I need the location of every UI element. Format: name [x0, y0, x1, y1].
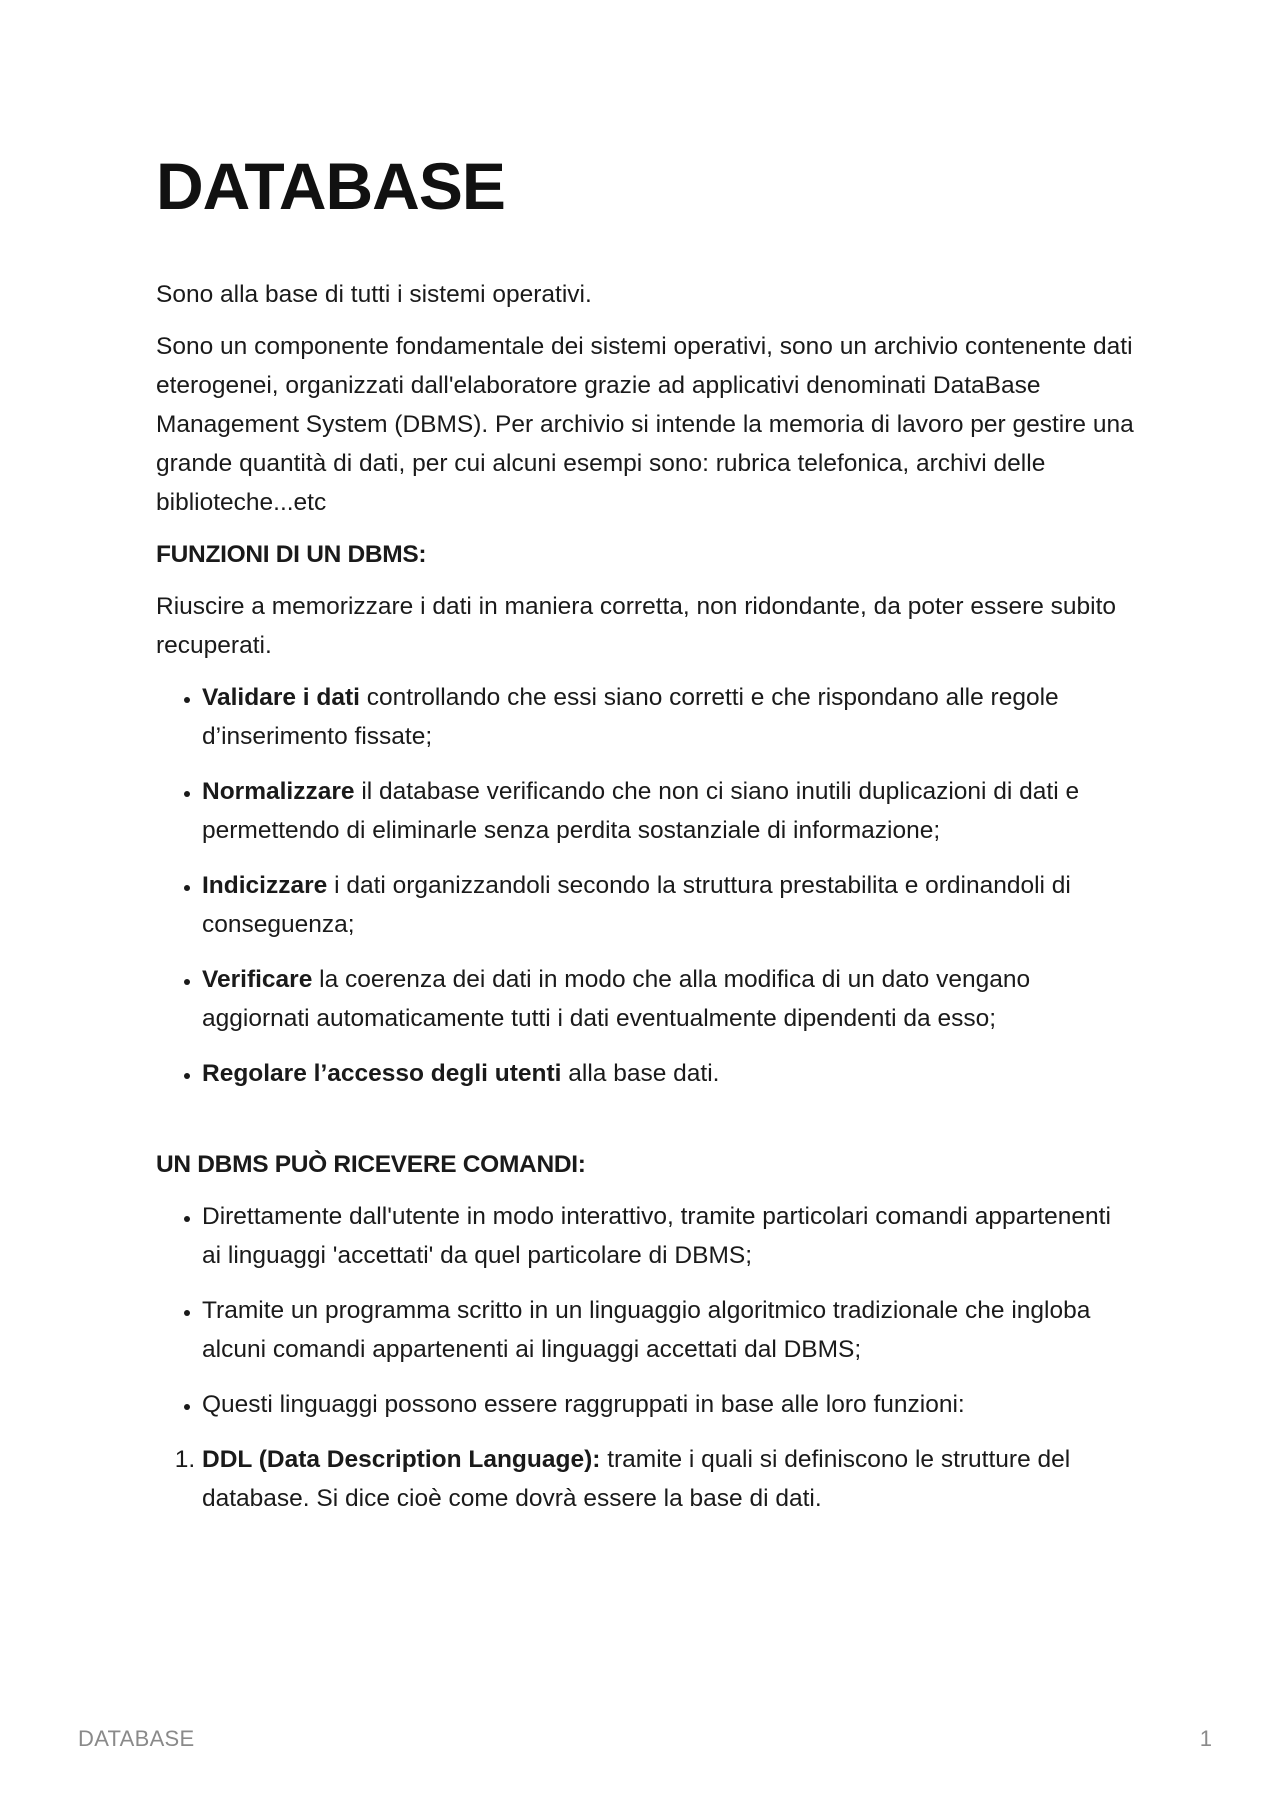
list-item-text-cont: conseguenza;	[202, 910, 355, 938]
list-item-bold: Indicizzare	[202, 871, 328, 899]
commands-heading: UN DBMS PUÒ RICEVERE COMANDI:	[156, 1150, 586, 1178]
list-item-text: la coerenza dei dati in modo che alla modifica di un dato vengano	[312, 965, 1031, 993]
document-page	[156, 150, 1136, 1534]
ordered-item-text: tramite i quali si definiscono le strutture del database. Si dice cioè come dovrà essere la base di dati.	[202, 1445, 1071, 1512]
list-item	[202, 960, 1136, 1038]
functions-heading: FUNZIONI DI UN DBMS:	[156, 540, 427, 568]
functions-list	[156, 678, 1136, 1093]
section-spacer	[156, 1109, 1136, 1145]
ordered-item-bold: DDL (Data Description Language):	[202, 1445, 601, 1473]
list-item-bold: Verificare	[202, 965, 313, 993]
list-item	[202, 678, 1136, 756]
page-title: DATABASE	[156, 149, 505, 223]
list-item-text: il database verificando che non ci siano inutili duplicazioni di dati e permettendo di eliminarle senza perdita sostanziale di informazione;	[202, 777, 1080, 844]
list-item-text: alla base dati.	[561, 1059, 720, 1087]
list-item-bold: Regolare l’accesso degli utenti	[202, 1059, 562, 1087]
intro-long: Sono un componente fondamentale dei sistemi operativi, sono un archivio contenente dati eterogenei, organizzati dall'elaboratore grazie ad applicativi denominati DataBase Management System (DBMS). Per archivio si intende la memoria di lavoro per gestire una grande quantità di dati, per cui alcuni esempi sono: rubrica telefonica, archivi delle biblioteche...etc	[156, 332, 1134, 516]
list-item	[202, 866, 1136, 944]
list-item-text: i dati organizzandoli secondo la struttura prestabilita e ordinandoli di	[327, 871, 1071, 899]
commands-list	[156, 1197, 1136, 1424]
functions-description: Riuscire a memorizzare i dati in maniera corretta, non ridondante, da poter essere subito recuperati.	[156, 592, 1117, 659]
list-item-text-cont: aggiornati automaticamente tutti i dati eventualmente dipendenti da esso;	[202, 1004, 997, 1032]
list-item-text: controllando che essi siano corretti e che rispondano alle regole	[359, 683, 1059, 711]
list-item-text-cont: d’inserimento fissate;	[202, 722, 433, 750]
list-item: • Direttamente dall'utente in modo interattivo, tramite particolari comandi appartenenti ai linguaggi 'accettati' da quel particolare di DBMS;	[202, 1197, 1136, 1275]
list-item-bold: Validare i dati	[202, 683, 360, 711]
ordered-list-item	[202, 1440, 1136, 1518]
list-item: • Questi linguaggi possono essere raggruppati in base alle loro funzioni:	[202, 1385, 1136, 1424]
page-number: 1	[1199, 1726, 1212, 1751]
footer-label: DATABASE	[78, 1726, 195, 1751]
list-item: • Tramite un programma scritto in un linguaggio algoritmico tradizionale che ingloba alcuni comandi appartenenti ai linguaggi accettati dal DBMS;	[202, 1291, 1136, 1369]
intro-short: Sono alla base di tutti i sistemi operativi.	[156, 280, 592, 308]
languages-list	[156, 1440, 1136, 1518]
list-item	[202, 772, 1136, 850]
list-item	[202, 1054, 1136, 1093]
list-item-bold: Normalizzare	[202, 777, 355, 805]
